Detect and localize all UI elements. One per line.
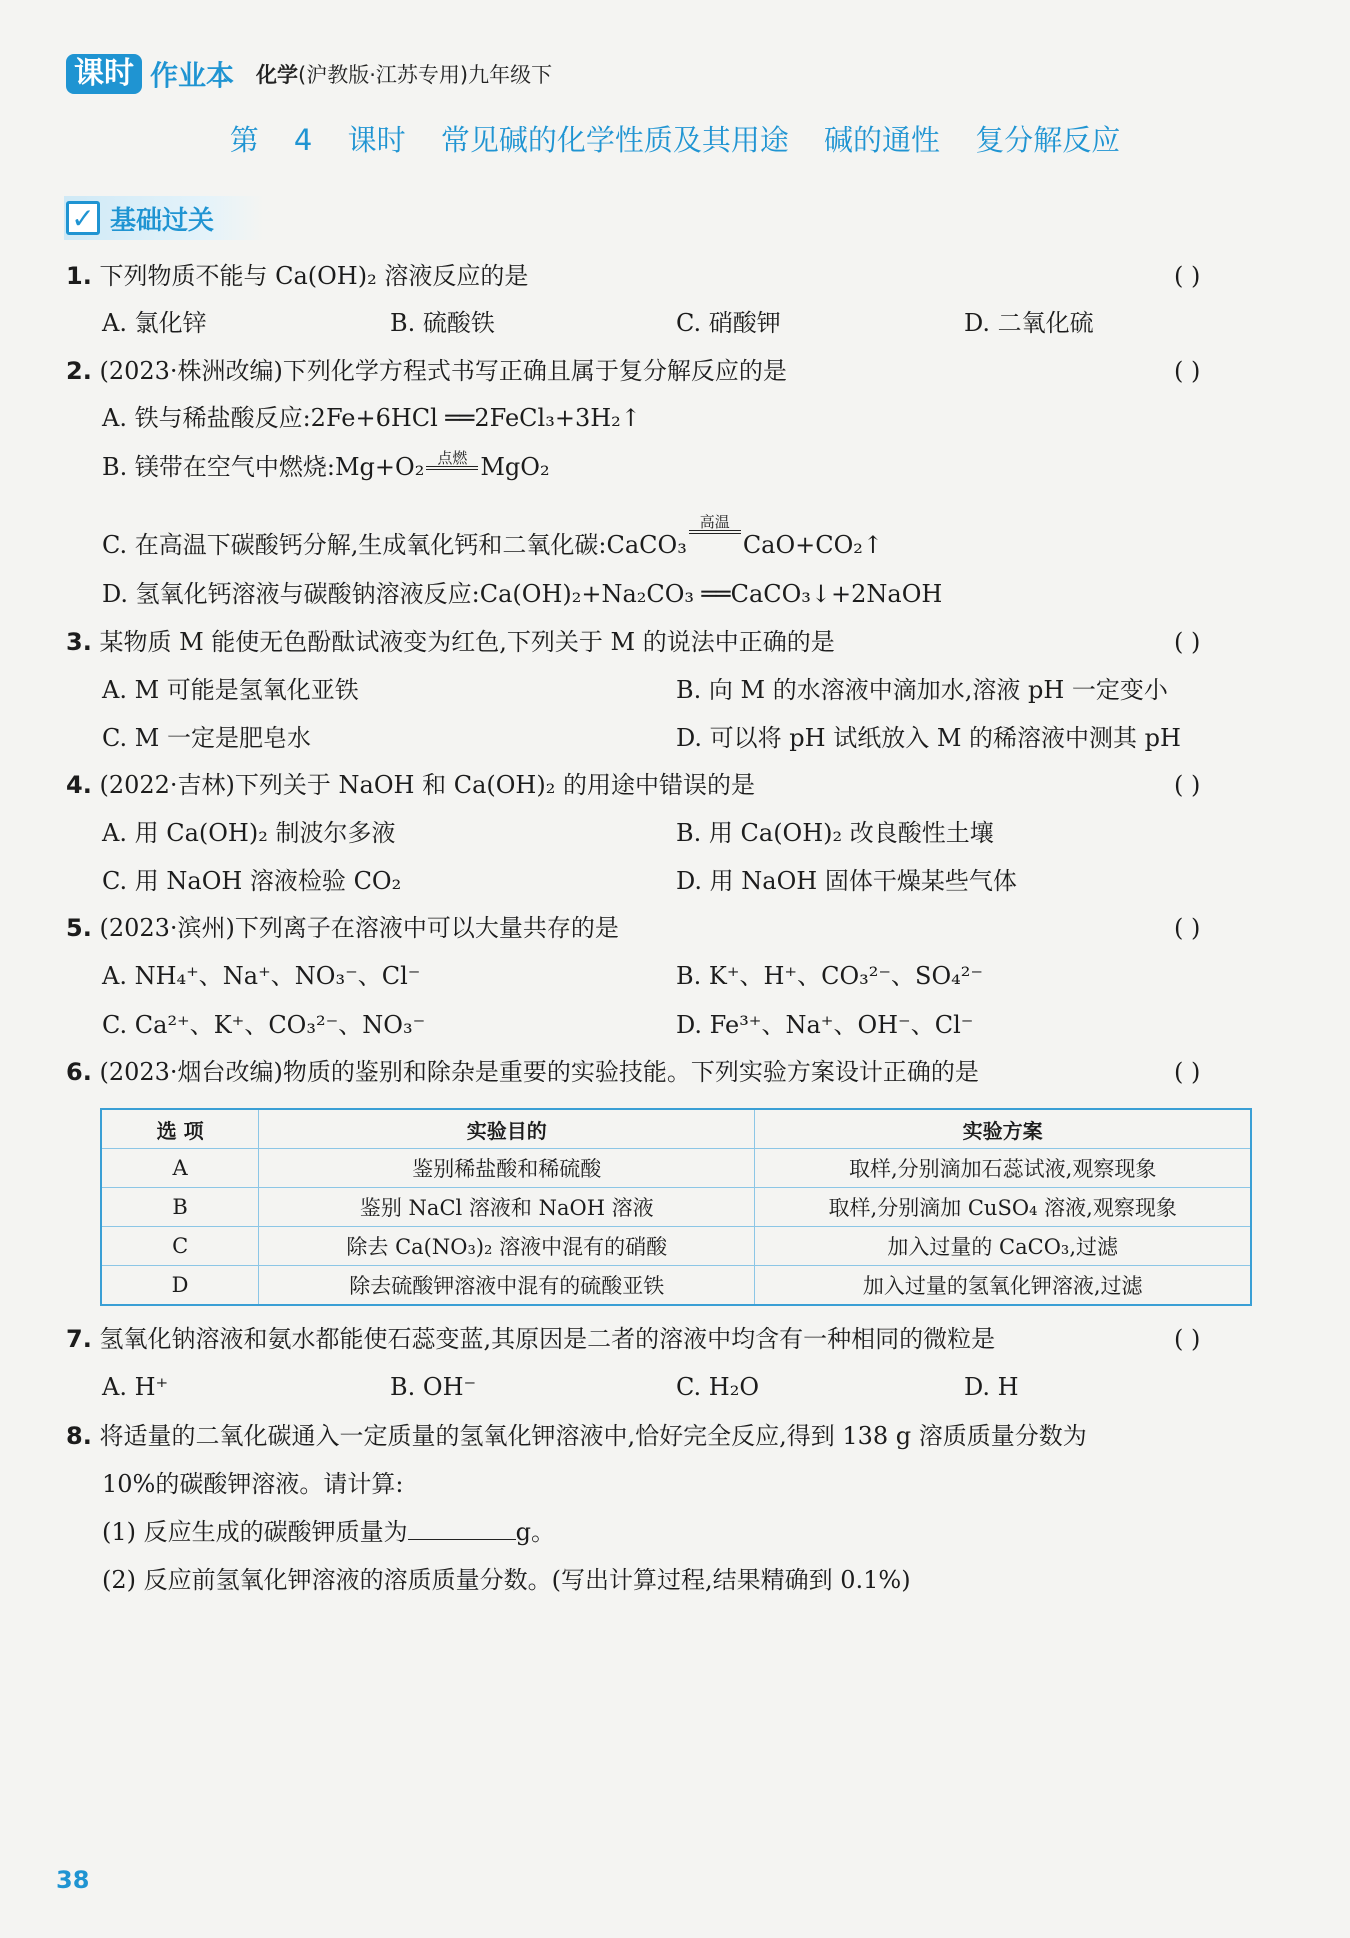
table-cell: 鉴别 NaCl 溶液和 NaOH 溶液 [259, 1188, 755, 1227]
q8-part-2: (2) 反应前氢氧化钾溶液的溶质质量分数。(写出计算过程,结果精确到 0.1%) [102, 1566, 911, 1594]
table-cell: 鉴别稀盐酸和稀硫酸 [259, 1149, 755, 1188]
question-1: 1. 下列物质不能与 Ca(OH)₂ 溶液反应的是 [66, 262, 529, 290]
table-cell: 取样,分别滴加 CuSO₄ 溶液,观察现象 [755, 1188, 1251, 1227]
q7-option-b: B. OH⁻ [390, 1373, 477, 1401]
q3-option-a: A. M 可能是氢氧化亚铁 [102, 676, 359, 704]
answer-paren-3[interactable]: ( ) [1174, 628, 1201, 656]
answer-paren-4[interactable]: ( ) [1174, 771, 1201, 799]
question-1-stem: 下列物质不能与 Ca(OH)₂ 溶液反应的是 [99, 262, 529, 290]
question-7-stem: 氢氧化钠溶液和氨水都能使石蕊变蓝,其原因是二者的溶液中均含有一种相同的微粒是 [99, 1325, 996, 1353]
experiment-table [100, 1108, 1252, 1306]
q1-option-a: A. 氯化锌 [102, 309, 207, 337]
condition-over-arrow: 高温 [689, 514, 741, 534]
q3-option-b: B. 向 M 的水溶液中滴加水,溶液 pH 一定变小 [676, 676, 1168, 704]
book-title [256, 59, 552, 89]
table-header: 实验方案 [755, 1109, 1251, 1149]
book-edition: (沪教版·江苏专用)九年级下 [298, 63, 553, 87]
q3-option-c: C. M 一定是肥皂水 [102, 724, 311, 752]
q4-option-b: B. 用 Ca(OH)₂ 改良酸性土壤 [676, 819, 994, 847]
q7-option-c: C. H₂O [676, 1373, 759, 1401]
q5-option-a: A. NH₄⁺、Na⁺、NO₃⁻、Cl⁻ [102, 962, 421, 990]
question-3: 3. 某物质 M 能使无色酚酞试液变为红色,下列关于 M 的说法中正确的是 [66, 628, 835, 656]
page-header [66, 52, 552, 96]
answer-paren-6[interactable]: ( ) [1174, 1058, 1201, 1086]
q7-option-d: D. H [964, 1373, 1019, 1401]
q2-option-d: D. 氢氧化钙溶液与碳酸钠溶液反应:Ca(OH)₂+Na₂CO₃ ══CaCO₃↓+2NaOH [102, 580, 943, 608]
answer-paren-2[interactable]: ( ) [1174, 357, 1201, 385]
book-subject: 化学 [256, 63, 299, 87]
q1-option-c: C. 硝酸钾 [676, 309, 781, 337]
answer-blank[interactable] [408, 1515, 516, 1540]
answer-paren-5[interactable]: ( ) [1174, 914, 1201, 942]
question-4-stem: (2022·吉林)下列关于 NaOH 和 Ca(OH)₂ 的用途中错误的是 [99, 771, 755, 799]
q3-option-d: D. 可以将 pH 试纸放入 M 的稀溶液中测其 pH [676, 724, 1181, 752]
q1-option-b: B. 硫酸铁 [390, 309, 495, 337]
table-row [101, 1266, 1251, 1306]
table-cell: B [101, 1188, 259, 1227]
table-row [101, 1149, 1251, 1188]
table-cell: 加入过量的氢氧化钾溶液,过滤 [755, 1266, 1251, 1306]
table-header: 实验目的 [259, 1109, 755, 1149]
section-label: 基础过关 [110, 205, 215, 236]
q5-option-b: B. K⁺、H⁺、CO₃²⁻、SO₄²⁻ [676, 962, 984, 990]
q7-option-a: A. H⁺ [102, 1373, 169, 1401]
q5-option-c: C. Ca²⁺、K⁺、CO₃²⁻、NO₃⁻ [102, 1011, 426, 1039]
q4-option-a: A. 用 Ca(OH)₂ 制波尔多液 [102, 819, 396, 847]
question-3-stem: 某物质 M 能使无色酚酞试液变为红色,下列关于 M 的说法中正确的是 [99, 628, 835, 656]
q8-part-1: (1) 反应生成的碳酸钾质量为 g。 [102, 1515, 555, 1549]
condition-over-arrow: 点燃 [426, 450, 478, 470]
table-cell: 加入过量的 CaCO₃,过滤 [755, 1227, 1251, 1266]
table-cell: A [101, 1149, 259, 1188]
table-cell: D [101, 1266, 259, 1306]
table-row [101, 1227, 1251, 1266]
q4-option-d: D. 用 NaOH 固体干燥某些气体 [676, 867, 1017, 895]
question-8-stem: 将适量的二氧化碳通入一定质量的氢氧化钾溶液中,恰好完全反应,得到 138 g 溶质质量分数为 [99, 1422, 1087, 1450]
question-2-stem: (2023·株洲改编)下列化学方程式书写正确且属于复分解反应的是 [99, 357, 787, 385]
section-heading [64, 196, 264, 240]
table-header: 选 项 [101, 1109, 259, 1149]
table-cell: 除去硫酸钾溶液中混有的硫酸亚铁 [259, 1266, 755, 1306]
table-row [101, 1188, 1251, 1227]
q4-option-c: C. 用 NaOH 溶液检验 CO₂ [102, 867, 402, 895]
q2-option-b: B. 镁带在空气中燃烧:Mg+O₂ 点燃 MgO₂ [102, 449, 550, 481]
question-6-stem: (2023·烟台改编)物质的鉴别和除杂是重要的实验技能。下列实验方案设计正确的是 [99, 1058, 979, 1086]
table-header-row [101, 1109, 1251, 1149]
checkbox-icon: ✓ [66, 201, 100, 235]
question-7: 7. 氢氧化钠溶液和氨水都能使石蕊变蓝,其原因是二者的溶液中均含有一种相同的微粒是 [66, 1325, 996, 1353]
question-4: 4. (2022·吉林)下列关于 NaOH 和 Ca(OH)₂ 的用途中错误的是 [66, 771, 755, 799]
q2-option-a: A. 铁与稀盐酸反应:2Fe+6HCl ══2FeCl₃+3H₂↑ [102, 404, 641, 432]
q5-option-d: D. Fe³⁺、Na⁺、OH⁻、Cl⁻ [676, 1011, 974, 1039]
logo-subtitle: 作业本 [150, 59, 235, 92]
table-cell: C [101, 1227, 259, 1266]
lesson-title: 第 4 课时 常见碱的化学性质及其用途 碱的通性 复分解反应 [229, 123, 1121, 157]
table-cell: 除去 Ca(NO₃)₂ 溶液中混有的硝酸 [259, 1227, 755, 1266]
logo: 课时 [66, 54, 142, 94]
question-5-stem: (2023·滨州)下列离子在溶液中可以大量共存的是 [99, 914, 619, 942]
q1-option-d: D. 二氧化硫 [964, 309, 1094, 337]
question-6: 6. (2023·烟台改编)物质的鉴别和除杂是重要的实验技能。下列实验方案设计正确的是 [66, 1058, 979, 1086]
question-8-stem-cont: 10%的碳酸钾溶液。请计算: [102, 1470, 404, 1498]
answer-paren-1[interactable]: ( ) [1174, 262, 1201, 290]
page-number: 38 [56, 1866, 90, 1894]
table-cell: 取样,分别滴加石蕊试液,观察现象 [755, 1149, 1251, 1188]
question-8: 8. 将适量的二氧化碳通入一定质量的氢氧化钾溶液中,恰好完全反应,得到 138 g 溶质质量分数为 [66, 1422, 1087, 1450]
question-5: 5. (2023·滨州)下列离子在溶液中可以大量共存的是 [66, 914, 619, 942]
answer-paren-7[interactable]: ( ) [1174, 1325, 1201, 1353]
q2-option-c: C. 在高温下碳酸钙分解,生成氧化钙和二氧化碳:CaCO₃ 高温 CaO+CO₂↑ [102, 513, 884, 559]
question-2: 2. (2023·株洲改编)下列化学方程式书写正确且属于复分解反应的是 [66, 357, 787, 385]
